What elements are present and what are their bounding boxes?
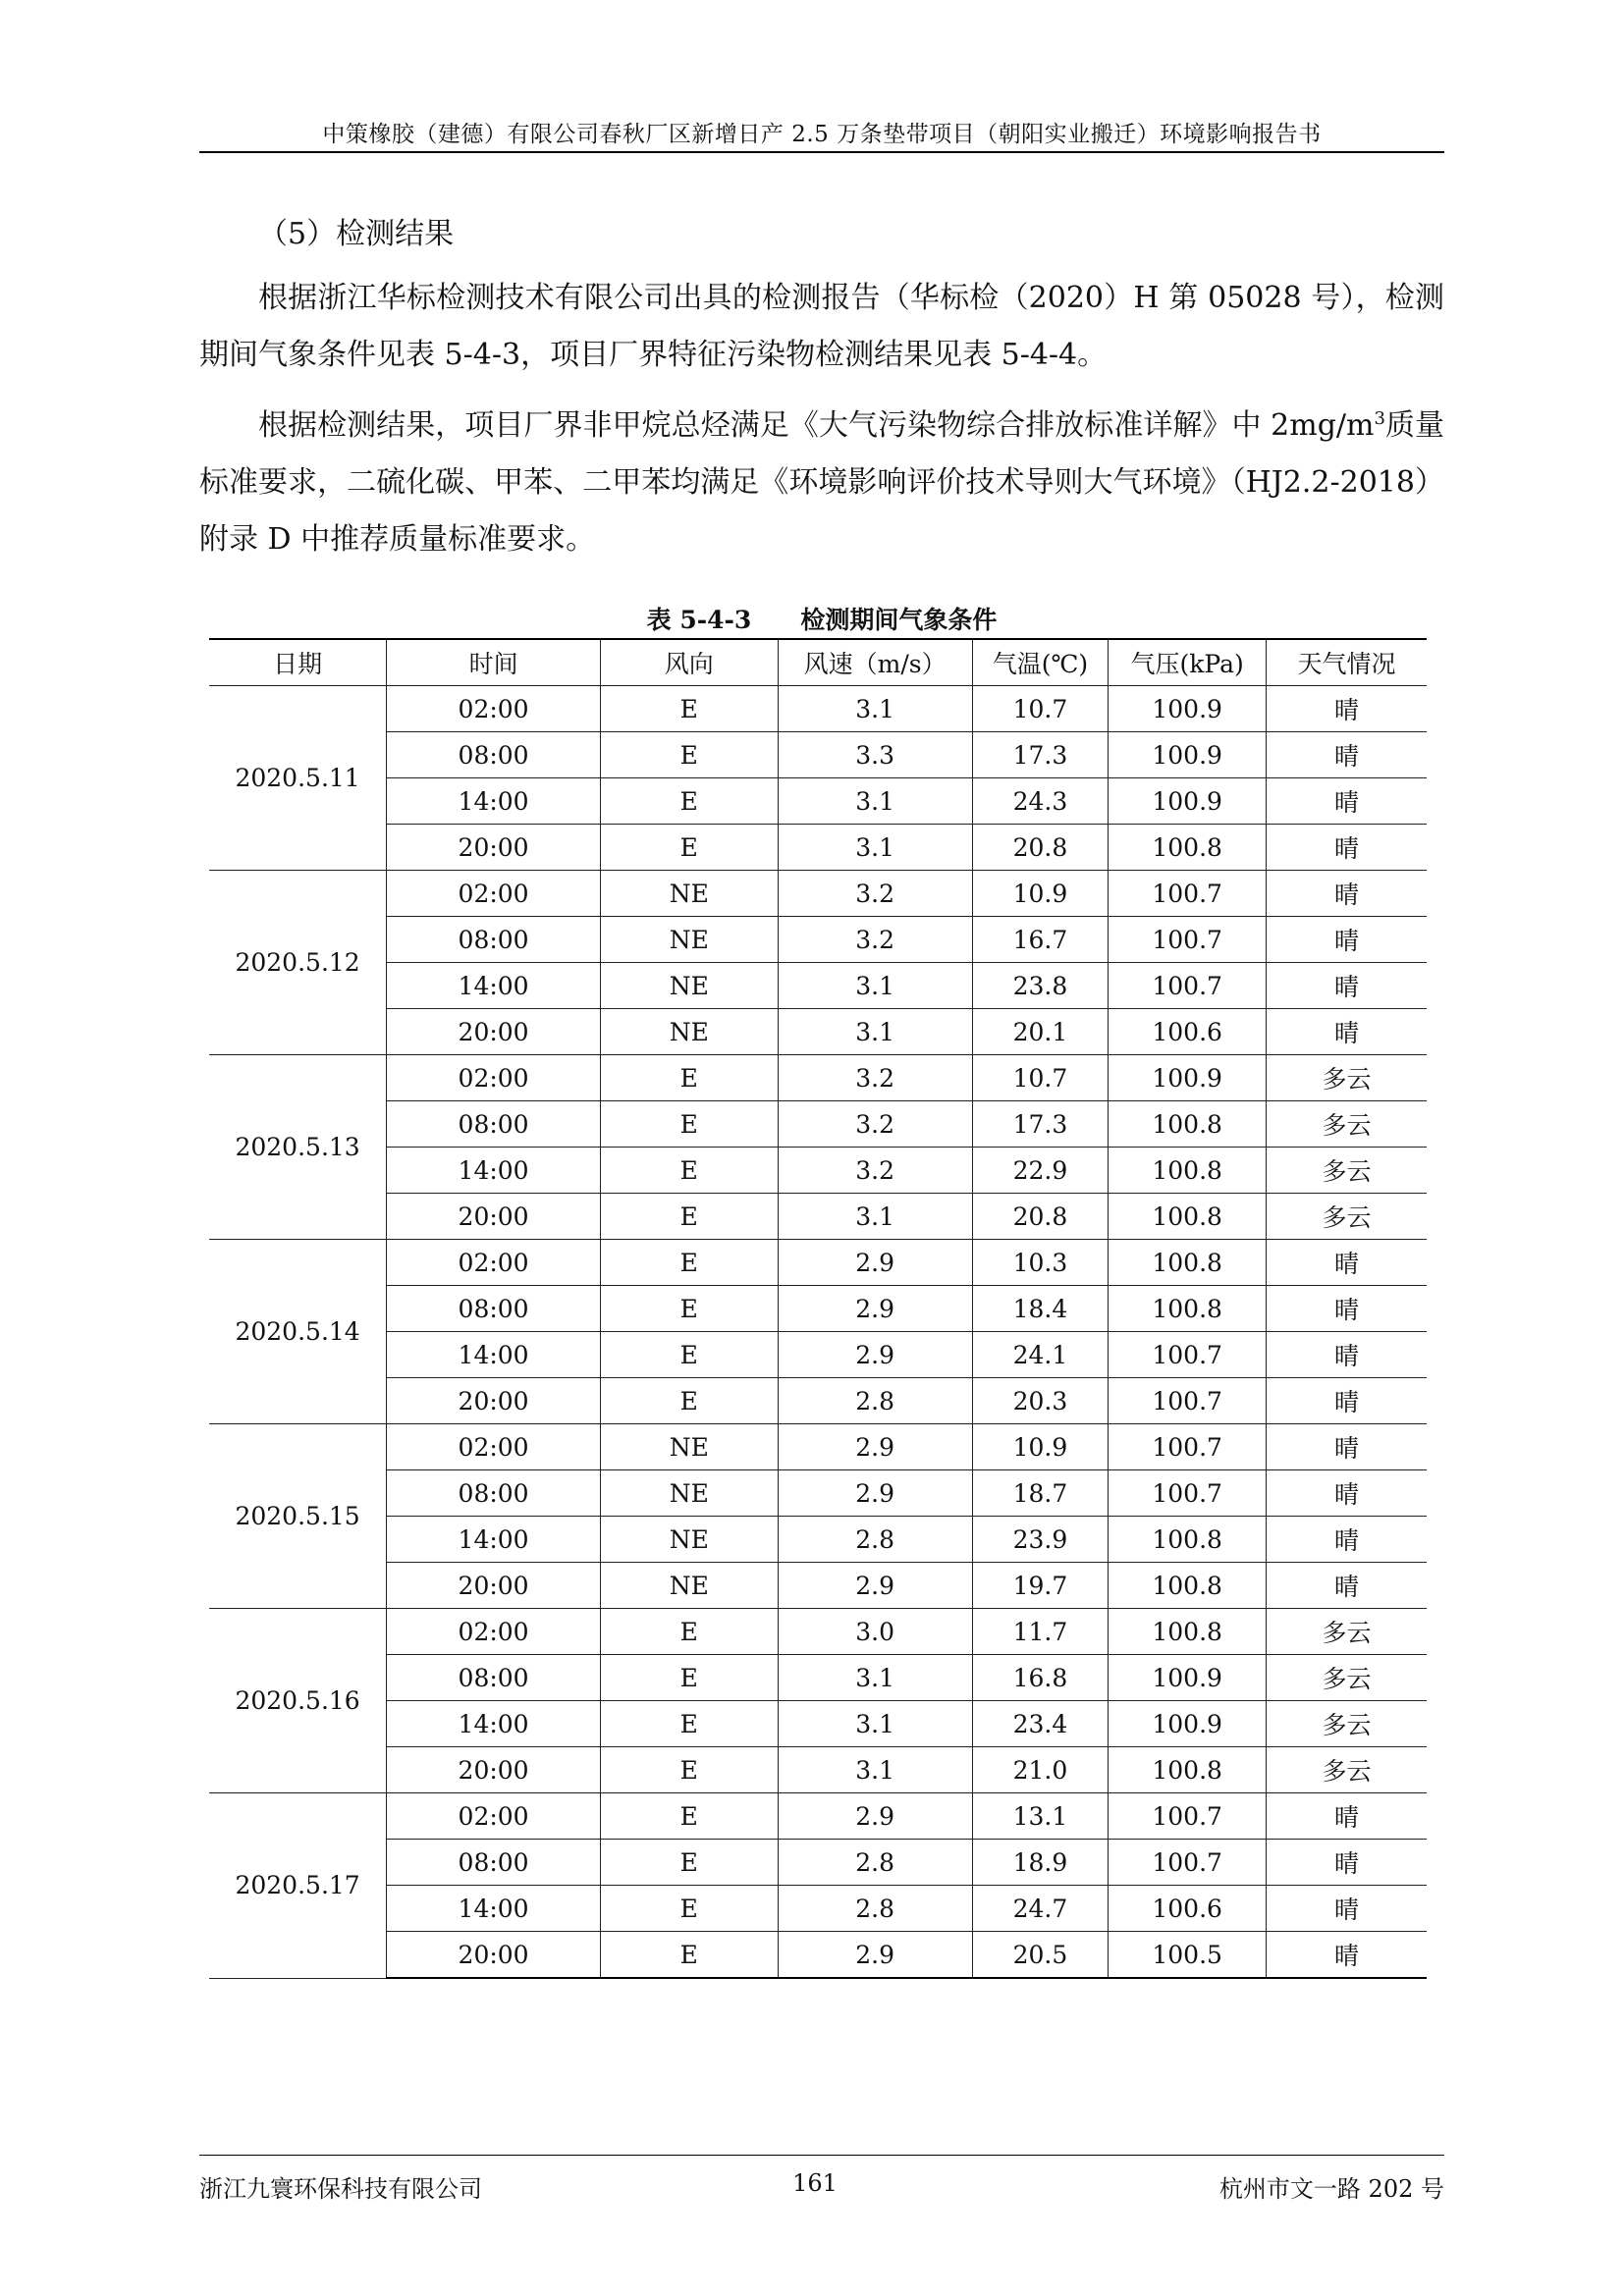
temperature-cell: 24.1 [972,1332,1109,1378]
wind-speed-cell: 3.1 [778,1009,972,1055]
time-cell: 14:00 [387,963,601,1009]
table-row [209,1886,1427,1932]
table-row [209,1563,1427,1609]
wind-speed-cell: 2.9 [778,1793,972,1840]
date-cell: 2020.5.14 [209,1240,387,1424]
wind-direction-cell: E [600,778,778,825]
superscript-3: 3 [1374,408,1385,429]
temperature-cell: 20.8 [972,1194,1109,1240]
weather-cell: 晴 [1267,686,1427,732]
wind-direction-cell: E [600,1793,778,1840]
pressure-cell: 100.8 [1109,1747,1267,1793]
temperature-cell: 18.4 [972,1286,1109,1332]
wind-speed-cell: 3.1 [778,1655,972,1701]
temperature-cell: 24.7 [972,1886,1109,1932]
pressure-cell: 100.8 [1109,1609,1267,1655]
temperature-cell: 16.8 [972,1655,1109,1701]
temperature-cell: 10.7 [972,686,1109,732]
body-paragraph-1: 根据浙江华标检测技术有限公司出具的检测报告（华标检（2020）H 第 05028 号），检测期间气象条件见表 5-4-3，项目厂界特征污染物检测结果见表 5-4-4。 [199,281,1444,372]
time-cell: 02:00 [387,1609,601,1655]
wind-direction-cell: E [600,686,778,732]
weather-cell: 晴 [1267,1793,1427,1840]
table-row [209,1148,1427,1194]
wind-speed-cell: 3.1 [778,686,972,732]
time-cell: 08:00 [387,917,601,963]
temperature-cell: 17.3 [972,1101,1109,1148]
wind-speed-cell: 3.3 [778,732,972,778]
table-row [209,686,1427,732]
weather-cell: 多云 [1267,1609,1427,1655]
time-cell: 02:00 [387,1240,601,1286]
pressure-cell: 100.8 [1109,1240,1267,1286]
wind-direction-cell: NE [600,1009,778,1055]
wind-direction-cell: NE [600,1517,778,1563]
weather-cell: 晴 [1267,1009,1427,1055]
temperature-cell: 10.9 [972,1424,1109,1470]
table-row [209,1793,1427,1840]
weather-cell: 晴 [1267,1886,1427,1932]
body-paragraph-2 [199,398,1444,568]
table-row [209,825,1427,871]
date-cell: 2020.5.15 [209,1424,387,1609]
pressure-cell: 100.8 [1109,1563,1267,1609]
table-row [209,732,1427,778]
weather-cell: 晴 [1267,732,1427,778]
wind-direction-cell: NE [600,1424,778,1470]
time-cell: 20:00 [387,1563,601,1609]
pressure-cell: 100.7 [1109,871,1267,917]
weather-cell: 晴 [1267,1563,1427,1609]
table-row [209,1840,1427,1886]
table-row [209,1009,1427,1055]
wind-speed-cell: 2.9 [778,1470,972,1517]
wind-direction-cell: E [600,825,778,871]
table-row [209,1055,1427,1101]
time-cell: 14:00 [387,1332,601,1378]
time-cell: 14:00 [387,1148,601,1194]
table-row [209,1932,1427,1979]
table-row [209,1701,1427,1747]
pressure-cell: 100.7 [1109,1470,1267,1517]
wind-direction-cell: E [600,1055,778,1101]
weather-cell: 多云 [1267,1747,1427,1793]
table-row [209,1424,1427,1470]
header-date: 日期 [209,639,387,686]
wind-speed-cell: 2.8 [778,1517,972,1563]
pressure-cell: 100.8 [1109,1101,1267,1148]
table-row [209,1655,1427,1701]
temperature-cell: 19.7 [972,1563,1109,1609]
header-temperature: 气温(℃) [972,639,1109,686]
temperature-cell: 23.8 [972,963,1109,1009]
table-caption: 表 5-4-3 检测期间气象条件 [646,606,998,634]
time-cell: 20:00 [387,1009,601,1055]
time-cell: 20:00 [387,1194,601,1240]
wind-speed-cell: 3.0 [778,1609,972,1655]
date-cell: 2020.5.13 [209,1055,387,1240]
wind-direction-cell: NE [600,963,778,1009]
wind-direction-cell: E [600,1240,778,1286]
footer-company: 浙江九寰环保科技有限公司 [199,2175,482,2203]
pressure-cell: 100.7 [1109,1378,1267,1424]
pressure-cell: 100.7 [1109,1793,1267,1840]
header-wind-speed: 风速（m/s） [778,639,972,686]
time-cell: 20:00 [387,825,601,871]
time-cell: 14:00 [387,1517,601,1563]
time-cell: 08:00 [387,1655,601,1701]
pressure-cell: 100.7 [1109,1332,1267,1378]
table-row [209,1194,1427,1240]
table-row [209,1470,1427,1517]
wind-speed-cell: 3.1 [778,1194,972,1240]
table-row [209,778,1427,825]
wind-speed-cell: 2.9 [778,1932,972,1979]
temperature-cell: 10.3 [972,1240,1109,1286]
weather-cell: 多云 [1267,1148,1427,1194]
pressure-cell: 100.7 [1109,917,1267,963]
temperature-cell: 17.3 [972,732,1109,778]
wind-direction-cell: NE [600,1563,778,1609]
wind-speed-cell: 3.2 [778,1148,972,1194]
pressure-cell: 100.9 [1109,732,1267,778]
header-weather: 天气情况 [1267,639,1427,686]
table-body [209,686,1427,1979]
table-header-row [209,639,1427,686]
table-row [209,1378,1427,1424]
temperature-cell: 23.9 [972,1517,1109,1563]
time-cell: 02:00 [387,686,601,732]
wind-speed-cell: 3.1 [778,825,972,871]
temperature-cell: 16.7 [972,917,1109,963]
pressure-cell: 100.8 [1109,1286,1267,1332]
pressure-cell: 100.6 [1109,1886,1267,1932]
wind-direction-cell: E [600,1655,778,1701]
time-cell: 14:00 [387,1701,601,1747]
temperature-cell: 18.7 [972,1470,1109,1517]
wind-direction-cell: E [600,1886,778,1932]
table-row [209,1332,1427,1378]
para2-text-before: 根据检测结果，项目厂界非甲烷总烃满足《大气污染物综合排放标准详解》中 2mg/m [258,408,1375,443]
weather-cell: 晴 [1267,917,1427,963]
weather-cell: 多云 [1267,1194,1427,1240]
time-cell: 02:00 [387,1793,601,1840]
wind-speed-cell: 3.1 [778,1701,972,1747]
time-cell: 14:00 [387,1886,601,1932]
temperature-cell: 20.8 [972,825,1109,871]
wind-direction-cell: NE [600,871,778,917]
wind-direction-cell: E [600,1148,778,1194]
time-cell: 20:00 [387,1932,601,1979]
wind-speed-cell: 3.2 [778,1055,972,1101]
wind-direction-cell: E [600,1378,778,1424]
footer-divider [199,2155,1444,2156]
wind-direction-cell: E [600,1286,778,1332]
temperature-cell: 24.3 [972,778,1109,825]
wind-direction-cell: E [600,1701,778,1747]
date-cell: 2020.5.11 [209,686,387,871]
wind-speed-cell: 2.9 [778,1563,972,1609]
wind-direction-cell: E [600,1332,778,1378]
temperature-cell: 20.5 [972,1932,1109,1979]
weather-cell: 多云 [1267,1655,1427,1701]
weather-cell: 晴 [1267,1378,1427,1424]
header-time: 时间 [387,639,601,686]
temperature-cell: 21.0 [972,1747,1109,1793]
wind-speed-cell: 2.9 [778,1286,972,1332]
temperature-cell: 20.1 [972,1009,1109,1055]
date-cell: 2020.5.12 [209,871,387,1055]
pressure-cell: 100.5 [1109,1932,1267,1979]
time-cell: 14:00 [387,778,601,825]
pressure-cell: 100.8 [1109,1194,1267,1240]
wind-speed-cell: 3.1 [778,1747,972,1793]
weather-cell: 晴 [1267,1470,1427,1517]
weather-cell: 晴 [1267,1517,1427,1563]
temperature-cell: 11.7 [972,1609,1109,1655]
table-row [209,1747,1427,1793]
weather-cell: 多云 [1267,1101,1427,1148]
time-cell: 02:00 [387,1424,601,1470]
wind-direction-cell: NE [600,917,778,963]
header-pressure: 气压(kPa) [1109,639,1267,686]
weather-cell: 多云 [1267,1701,1427,1747]
table-row [209,871,1427,917]
table-row [209,1240,1427,1286]
wind-speed-cell: 2.9 [778,1332,972,1378]
table-row [209,1101,1427,1148]
weather-cell: 晴 [1267,825,1427,871]
time-cell: 08:00 [387,1286,601,1332]
time-cell: 02:00 [387,1055,601,1101]
wind-speed-cell: 2.9 [778,1424,972,1470]
weather-cell: 晴 [1267,778,1427,825]
pressure-cell: 100.9 [1109,1701,1267,1747]
pressure-cell: 100.9 [1109,1055,1267,1101]
table-row [209,1286,1427,1332]
header-wind-direction: 风向 [600,639,778,686]
wind-speed-cell: 3.2 [778,917,972,963]
temperature-cell: 10.9 [972,871,1109,917]
pressure-cell: 100.6 [1109,1009,1267,1055]
weather-table [209,638,1427,1979]
pressure-cell: 100.9 [1109,1655,1267,1701]
table-row [209,963,1427,1009]
time-cell: 08:00 [387,732,601,778]
date-cell: 2020.5.16 [209,1609,387,1793]
wind-speed-cell: 2.8 [778,1840,972,1886]
date-cell: 2020.5.17 [209,1793,387,1979]
pressure-cell: 100.7 [1109,963,1267,1009]
table-row [209,917,1427,963]
wind-speed-cell: 2.8 [778,1886,972,1932]
wind-direction-cell: E [600,1932,778,1979]
temperature-cell: 23.4 [972,1701,1109,1747]
pressure-cell: 100.7 [1109,1424,1267,1470]
footer-address: 杭州市文一路 202 号 [1218,2175,1444,2203]
wind-direction-cell: E [600,1840,778,1886]
time-cell: 08:00 [387,1470,601,1517]
temperature-cell: 10.7 [972,1055,1109,1101]
temperature-cell: 18.9 [972,1840,1109,1886]
wind-speed-cell: 3.1 [778,778,972,825]
wind-direction-cell: E [600,1101,778,1148]
page-number: 161 [792,2169,838,2197]
wind-direction-cell: E [600,1194,778,1240]
weather-cell: 晴 [1267,1840,1427,1886]
wind-speed-cell: 3.1 [778,963,972,1009]
pressure-cell: 100.8 [1109,1148,1267,1194]
time-cell: 20:00 [387,1747,601,1793]
time-cell: 20:00 [387,1378,601,1424]
time-cell: 02:00 [387,871,601,917]
wind-speed-cell: 3.2 [778,1101,972,1148]
weather-cell: 晴 [1267,1240,1427,1286]
weather-cell: 晴 [1267,1286,1427,1332]
page-header-title: 中策橡胶（建德）有限公司春秋厂区新增日产 2.5 万条垫带项目（朝阳实业搬迁）环境影响报告书 [322,122,1322,147]
weather-cell: 晴 [1267,1932,1427,1979]
temperature-cell: 20.3 [972,1378,1109,1424]
header-divider [199,151,1444,153]
pressure-cell: 100.7 [1109,1840,1267,1886]
pressure-cell: 100.8 [1109,825,1267,871]
pressure-cell: 100.8 [1109,1517,1267,1563]
temperature-cell: 13.1 [972,1793,1109,1840]
wind-speed-cell: 3.2 [778,871,972,917]
wind-direction-cell: E [600,732,778,778]
weather-cell: 晴 [1267,1424,1427,1470]
weather-cell: 多云 [1267,1055,1427,1101]
pressure-cell: 100.9 [1109,778,1267,825]
table-row [209,1609,1427,1655]
para2-text-after: 质量标准要求，二硫化碳、甲苯、二甲苯均满足《环境影响评价技术导则大气环境》（HJ2.2-2018）附录 D 中推荐质量标准要求。 [199,408,1445,557]
temperature-cell: 22.9 [972,1148,1109,1194]
wind-direction-cell: E [600,1747,778,1793]
table-row [209,1517,1427,1563]
weather-cell: 晴 [1267,871,1427,917]
time-cell: 08:00 [387,1101,601,1148]
wind-direction-cell: E [600,1609,778,1655]
time-cell: 08:00 [387,1840,601,1886]
section-heading: （5）检测结果 [258,217,455,251]
wind-speed-cell: 2.8 [778,1378,972,1424]
wind-direction-cell: NE [600,1470,778,1517]
weather-cell: 晴 [1267,1332,1427,1378]
weather-cell: 晴 [1267,963,1427,1009]
pressure-cell: 100.9 [1109,686,1267,732]
wind-speed-cell: 2.9 [778,1240,972,1286]
